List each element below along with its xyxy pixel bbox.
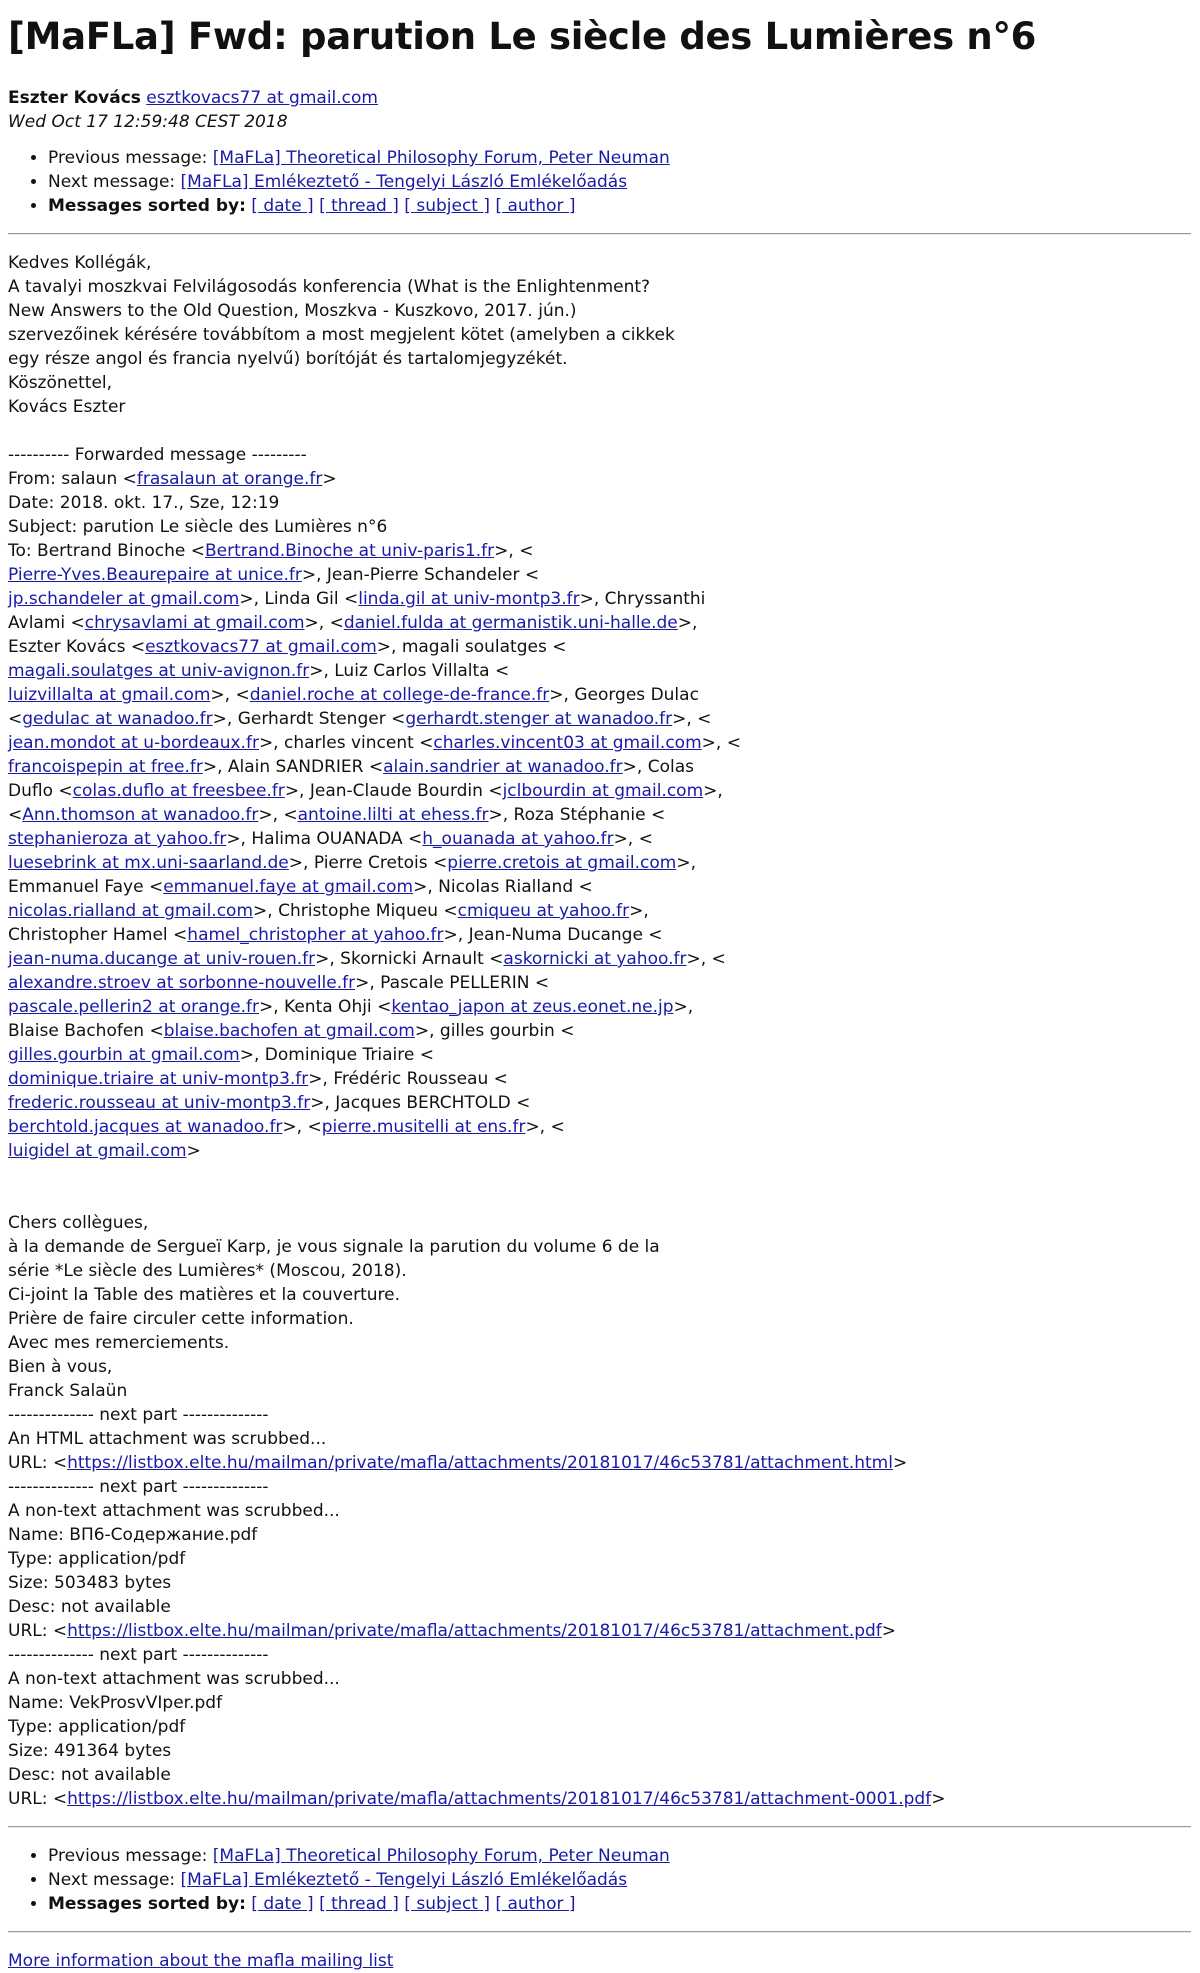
message-text: szervezőinek kérésére továbbítom a most megjelent kötet (amelyben a cikkek — [8, 325, 675, 345]
message-line — [8, 1499, 1191, 1523]
message-text: Köszönettel, — [8, 373, 113, 393]
message-link[interactable]: luigidel at gmail.com — [8, 1141, 187, 1161]
message-line — [8, 275, 1191, 299]
message-text: >, — [677, 613, 698, 633]
message-text: >, magali soulatges < — [376, 637, 567, 657]
footer-divider — [8, 1931, 1191, 1933]
sort-by-author-link[interactable]: [ author ] — [495, 1894, 576, 1914]
message-text: >, Dominique Triaire < — [239, 1045, 434, 1065]
message-text: >, < — [525, 1117, 565, 1137]
message-link[interactable]: blaise.bachofen at gmail.com — [163, 1021, 415, 1041]
message-text: >, Luiz Carlos Villalta < — [309, 661, 510, 681]
message-link[interactable]: chrysavlami at gmail.com — [84, 613, 305, 633]
message-link[interactable]: magali.soulatges at univ-avignon.fr — [8, 661, 310, 681]
message-line — [8, 395, 1191, 419]
message-text: Eszter Kovács < — [8, 637, 146, 657]
message-text: Franck Salaün — [8, 1381, 128, 1401]
message-line — [8, 323, 1191, 347]
message-text: Avlami < — [8, 613, 85, 633]
message-text: An HTML attachment was scrubbed... — [8, 1429, 327, 1449]
next-message-link[interactable]: [MaFLa] Emlékeztető - Tengelyi László Emlékelőadás — [180, 1870, 628, 1890]
message-line — [8, 1739, 1191, 1763]
message-line — [8, 515, 1191, 539]
sort-by-thread-link[interactable]: [ thread ] — [319, 196, 399, 216]
message-link[interactable]: charles.vincent03 at gmail.com — [433, 733, 702, 753]
message-text: Kedves Kollégák, — [8, 253, 152, 273]
message-text: ---------- Forwarded message --------- — [8, 445, 307, 465]
message-link[interactable]: daniel.roche at college-de-france.fr — [249, 685, 550, 705]
message-line — [8, 875, 1191, 899]
message-line — [8, 1355, 1191, 1379]
message-text: Name: ВП6-Содержание.pdf — [8, 1525, 258, 1545]
sort-by-subject-link[interactable]: [ subject ] — [404, 196, 490, 216]
message-link[interactable]: francoispepin at free.fr — [8, 757, 203, 777]
message-line — [8, 1211, 1191, 1235]
message-line — [8, 491, 1191, 515]
message-line — [8, 1427, 1191, 1451]
next-message-link[interactable]: [MaFLa] Emlékeztető - Tengelyi László Emlékelőadás — [180, 172, 628, 192]
message-text: > — [186, 1141, 201, 1161]
message-body — [8, 251, 1191, 1811]
more-info-link[interactable]: More information about the mafla mailing list — [8, 1951, 394, 1971]
message-text: Blaise Bachofen < — [8, 1021, 164, 1041]
message-text: >, Georges Dulac — [549, 685, 699, 705]
message-text: >, < — [282, 1117, 322, 1137]
message-text: URL: < — [8, 1621, 68, 1641]
message-text: < — [8, 709, 23, 729]
message-line — [8, 347, 1191, 371]
message-line — [8, 1091, 1191, 1115]
message-text: >, Gerhardt Stenger < — [212, 709, 406, 729]
sort-by-date-link[interactable]: [ date ] — [251, 1894, 314, 1914]
message-text: >, gilles gourbin < — [414, 1021, 575, 1041]
message-text: >, < — [210, 685, 250, 705]
message-link[interactable]: frasalaun at orange.fr — [136, 469, 323, 489]
message-text: >, — [703, 781, 723, 801]
message-link[interactable]: luizvillalta at gmail.com — [8, 685, 211, 705]
message-line — [8, 1379, 1191, 1403]
message-link[interactable]: alexandre.stroev at sorbonne-nouvelle.fr — [8, 973, 356, 993]
message-text: Prière de faire circuler cette information. — [8, 1309, 354, 1329]
message-link[interactable]: stephanieroza at yahoo.fr — [8, 829, 227, 849]
message-line — [8, 1667, 1191, 1691]
message-text: Type: application/pdf — [8, 1549, 186, 1569]
sort-by-date-link[interactable]: [ date ] — [251, 196, 314, 216]
message-text: >, < — [613, 829, 653, 849]
message-line — [8, 803, 1191, 827]
sorted-by-label: Messages sorted by: — [48, 1894, 246, 1914]
message-link[interactable]: esztkovacs77 at gmail.com — [145, 637, 377, 657]
message-text: Avec mes remerciements. — [8, 1333, 230, 1353]
message-link[interactable]: jclbourdin at gmail.com — [502, 781, 704, 801]
message-text: -------------- next part -------------- — [8, 1477, 269, 1497]
message-text: >, < — [672, 709, 712, 729]
next-message-item — [48, 1868, 1191, 1892]
message-text: Size: 491364 bytes — [8, 1741, 172, 1761]
page-title: [MaFLa] Fwd: parution Le siècle des Lumières n°6 — [8, 15, 1037, 58]
message-text: egy része angol és francia nyelvű) borítóját és tartalomjegyzékét. — [8, 349, 568, 369]
message-text: >, < — [304, 613, 344, 633]
bottom-divider — [8, 1826, 1191, 1828]
message-link[interactable]: gerhardt.stenger at wanadoo.fr — [405, 709, 673, 729]
message-text: New Answers to the Old Question, Moszkva - Kuszkovo, 2017. jún.) — [8, 301, 577, 321]
message-line — [8, 299, 1191, 323]
previous-message-label: Previous message: — [48, 1846, 213, 1866]
message-text: -------------- next part -------------- — [8, 1405, 269, 1425]
message-line — [8, 1475, 1191, 1499]
message-text: Date: 2018. okt. 17., Sze, 12:19 — [8, 493, 280, 513]
message-text: Desc: not available — [8, 1597, 171, 1617]
message-link[interactable]: alain.sandrier at wanadoo.fr — [383, 757, 623, 777]
message-line — [8, 1331, 1191, 1355]
message-text: Chers collègues, — [8, 1213, 149, 1233]
message-text: >, — [629, 901, 649, 921]
message-line — [8, 779, 1191, 803]
message-line — [8, 899, 1191, 923]
message-link[interactable]: jean-numa.ducange at univ-rouen.fr — [8, 949, 316, 969]
message-text: >, Skornicki Arnault < — [315, 949, 504, 969]
message-link[interactable]: h_ouanada at yahoo.fr — [422, 829, 614, 849]
message-text: Desc: not available — [8, 1765, 171, 1785]
blank-line — [8, 1187, 1191, 1211]
message-line — [8, 1787, 1191, 1811]
author-email-link[interactable]: esztkovacs77 at gmail.com — [146, 88, 378, 108]
message-line — [8, 1547, 1191, 1571]
message-text: >, charles vincent < — [258, 733, 434, 753]
message-line — [8, 1235, 1191, 1259]
message-text: > — [931, 1789, 946, 1809]
message-text: >, — [673, 997, 694, 1017]
message-link[interactable]: https://listbox.elte.hu/mailman/private/mafla/attachments/20181017/46c53781/attachment.html — [67, 1453, 893, 1473]
message-line — [8, 1763, 1191, 1787]
message-line — [8, 947, 1191, 971]
message-text: >, Frédéric Rousseau < — [308, 1069, 508, 1089]
message-text: >, Jean-Claude Bourdin < — [284, 781, 503, 801]
message-text: To: Bertrand Binoche < — [8, 541, 205, 561]
message-link[interactable]: gilles.gourbin at gmail.com — [8, 1045, 240, 1065]
message-line — [8, 827, 1191, 851]
message-link[interactable]: berchtold.jacques at wanadoo.fr — [8, 1117, 283, 1137]
message-text: > — [322, 469, 337, 489]
message-line — [8, 923, 1191, 947]
message-text: >, Chryssanthi — [579, 589, 706, 609]
message-link[interactable]: nicolas.rialland at gmail.com — [8, 901, 254, 921]
message-line — [8, 1283, 1191, 1307]
message-line — [8, 1643, 1191, 1667]
message-link[interactable]: Bertrand.Binoche at univ-paris1.fr — [204, 541, 495, 561]
message-text: >, Roza Stéphanie < — [488, 805, 666, 825]
message-text: A tavalyi moszkvai Felvilágosodás konferencia (What is the Enlightenment? — [8, 277, 651, 297]
message-date: Wed Oct 17 12:59:48 CEST 2018 — [8, 112, 288, 132]
sort-links-item — [48, 194, 1191, 218]
message-line — [8, 371, 1191, 395]
message-text: >, < — [686, 949, 726, 969]
message-link[interactable]: gedulac at wanadoo.fr — [22, 709, 213, 729]
sort-by-thread-link[interactable]: [ thread ] — [319, 1894, 399, 1914]
message-text: Emmanuel Faye < — [8, 877, 164, 897]
message-link[interactable]: https://listbox.elte.hu/mailman/private/mafla/attachments/20181017/46c53781/attachment-0001.pdf — [67, 1789, 932, 1809]
message-link[interactable]: emmanuel.faye at gmail.com — [163, 877, 414, 897]
author-line — [8, 86, 1191, 110]
message-text: à la demande de Sergueï Karp, je vous signale la parution du volume 6 de la — [8, 1237, 660, 1257]
message-line — [8, 1115, 1191, 1139]
message-line — [8, 1523, 1191, 1547]
top-message-nav — [8, 146, 1191, 218]
message-text: >, Colas — [622, 757, 694, 777]
top-divider — [8, 233, 1191, 235]
message-text: Size: 503483 bytes — [8, 1573, 172, 1593]
message-line — [8, 683, 1191, 707]
message-link[interactable]: pierre.cretois at gmail.com — [447, 853, 677, 873]
message-link[interactable]: pascale.pellerin2 at orange.fr — [8, 997, 259, 1017]
previous-message-label: Previous message: — [48, 148, 213, 168]
message-text: >, Kenta Ohji < — [258, 997, 392, 1017]
previous-message-item — [48, 146, 1191, 170]
message-link[interactable]: hamel_christopher at yahoo.fr — [187, 925, 444, 945]
message-text: Type: application/pdf — [8, 1717, 186, 1737]
message-line — [8, 1595, 1191, 1619]
message-text: >, Christophe Miqueu < — [253, 901, 458, 921]
message-line — [8, 467, 1191, 491]
message-link[interactable]: pierre.musitelli at ens.fr — [321, 1117, 526, 1137]
message-link[interactable]: colas.duflo at freesbee.fr — [72, 781, 285, 801]
message-link[interactable]: luesebrink at mx.uni-saarland.de — [8, 853, 289, 873]
message-text: Ci-joint la Table des matières et la couverture. — [8, 1285, 401, 1305]
message-text: From: salaun < — [8, 469, 137, 489]
message-text: >, Nicolas Rialland < — [413, 877, 593, 897]
message-link[interactable]: jp.schandeler at gmail.com — [8, 589, 240, 609]
next-message-label: Next message: — [48, 172, 181, 192]
message-text: >, Jacques BERCHTOLD < — [310, 1093, 531, 1113]
blank-line — [8, 419, 1191, 443]
sort-by-subject-link[interactable]: [ subject ] — [404, 1894, 490, 1914]
bottom-message-nav — [8, 1844, 1191, 1916]
message-text: A non-text attachment was scrubbed... — [8, 1501, 340, 1521]
message-line — [8, 611, 1191, 635]
previous-message-item — [48, 1844, 1191, 1868]
message-link[interactable]: daniel.fulda at germanistik.uni-halle.de — [343, 613, 678, 633]
message-line — [8, 731, 1191, 755]
message-text: >, Pierre Cretois < — [288, 853, 448, 873]
message-link[interactable]: antoine.lilti at ehess.fr — [297, 805, 489, 825]
author-name: Eszter Kovács — [8, 88, 141, 108]
message-text: Duflo < — [8, 781, 73, 801]
message-text: >, — [676, 853, 696, 873]
message-text: >, < — [258, 805, 298, 825]
message-line — [8, 995, 1191, 1019]
message-text: >, Jean-Numa Ducange < — [443, 925, 663, 945]
message-line — [8, 1715, 1191, 1739]
message-text: >, Alain SANDRIER < — [202, 757, 384, 777]
message-text: série *Le siècle des Lumières* (Moscou, 2018). — [8, 1261, 407, 1281]
sort-links-item — [48, 1892, 1191, 1916]
message-line — [8, 1691, 1191, 1715]
message-line — [8, 1451, 1191, 1475]
next-message-label: Next message: — [48, 1870, 181, 1890]
footer — [8, 1949, 1191, 1973]
message-line — [8, 1259, 1191, 1283]
message-link[interactable]: dominique.triaire at univ-montp3.fr — [8, 1069, 309, 1089]
message-text: URL: < — [8, 1789, 68, 1809]
message-text: Name: VekProsvVIper.pdf — [8, 1693, 223, 1713]
message-text: URL: < — [8, 1453, 68, 1473]
message-line — [8, 1139, 1191, 1163]
message-text: A non-text attachment was scrubbed... — [8, 1669, 340, 1689]
sorted-by-label: Messages sorted by: — [48, 196, 246, 216]
message-text: > — [881, 1621, 897, 1641]
message-link[interactable]: Ann.thomson at wanadoo.fr — [22, 805, 259, 825]
sort-by-author-link[interactable]: [ author ] — [495, 196, 576, 216]
message-text: < — [8, 805, 23, 825]
message-line — [8, 587, 1191, 611]
message-line — [8, 659, 1191, 683]
message-line — [8, 251, 1191, 275]
next-message-item — [48, 170, 1191, 194]
message-link[interactable]: askornicki at yahoo.fr — [503, 949, 687, 969]
message-link[interactable]: kentao_japon at zeus.eonet.ne.jp — [391, 997, 674, 1017]
message-text: >, Pascale PELLERIN < — [355, 973, 550, 993]
message-line — [8, 1403, 1191, 1427]
message-line — [8, 443, 1191, 467]
message-line — [8, 755, 1191, 779]
message-line — [8, 1067, 1191, 1091]
previous-message-link[interactable]: [MaFLa] Theoretical Philosophy Forum, Peter Neuman — [212, 1846, 670, 1866]
previous-message-link[interactable]: [MaFLa] Theoretical Philosophy Forum, Peter Neuman — [212, 148, 670, 168]
message-line — [8, 1619, 1191, 1643]
message-line — [8, 1019, 1191, 1043]
message-line — [8, 539, 1191, 563]
message-text: >, Jean-Pierre Schandeler < — [301, 565, 540, 585]
message-link[interactable]: cmiqueu at yahoo.fr — [457, 901, 630, 921]
message-link[interactable]: linda.gil at univ-montp3.fr — [358, 589, 580, 609]
message-line — [8, 707, 1191, 731]
message-text: Kovács Eszter — [8, 397, 126, 417]
message-text: >, < — [494, 541, 534, 561]
message-text: >, < — [701, 733, 741, 753]
message-link[interactable]: https://listbox.elte.hu/mailman/private/mafla/attachments/20181017/46c53781/attachment.pdf — [67, 1621, 882, 1641]
message-text: Bien à vous, — [8, 1357, 113, 1377]
message-link[interactable]: frederic.rousseau at univ-montp3.fr — [8, 1093, 311, 1113]
blank-line — [8, 1163, 1191, 1187]
message-link[interactable]: jean.mondot at u-bordeaux.fr — [8, 733, 259, 753]
message-text: Subject: parution Le siècle des Lumières n°6 — [8, 517, 388, 537]
message-line — [8, 1043, 1191, 1067]
message-line — [8, 971, 1191, 995]
message-text: > — [892, 1453, 908, 1473]
message-link[interactable]: Pierre-Yves.Beaurepaire at unice.fr — [8, 565, 302, 585]
message-line — [8, 1307, 1191, 1331]
message-text: >, Halima OUANADA < — [226, 829, 423, 849]
message-line — [8, 635, 1191, 659]
message-line — [8, 563, 1191, 587]
message-line — [8, 1571, 1191, 1595]
message-text: -------------- next part -------------- — [8, 1645, 269, 1665]
message-text: Christopher Hamel < — [8, 925, 188, 945]
message-text: >, Linda Gil < — [239, 589, 359, 609]
message-line — [8, 851, 1191, 875]
